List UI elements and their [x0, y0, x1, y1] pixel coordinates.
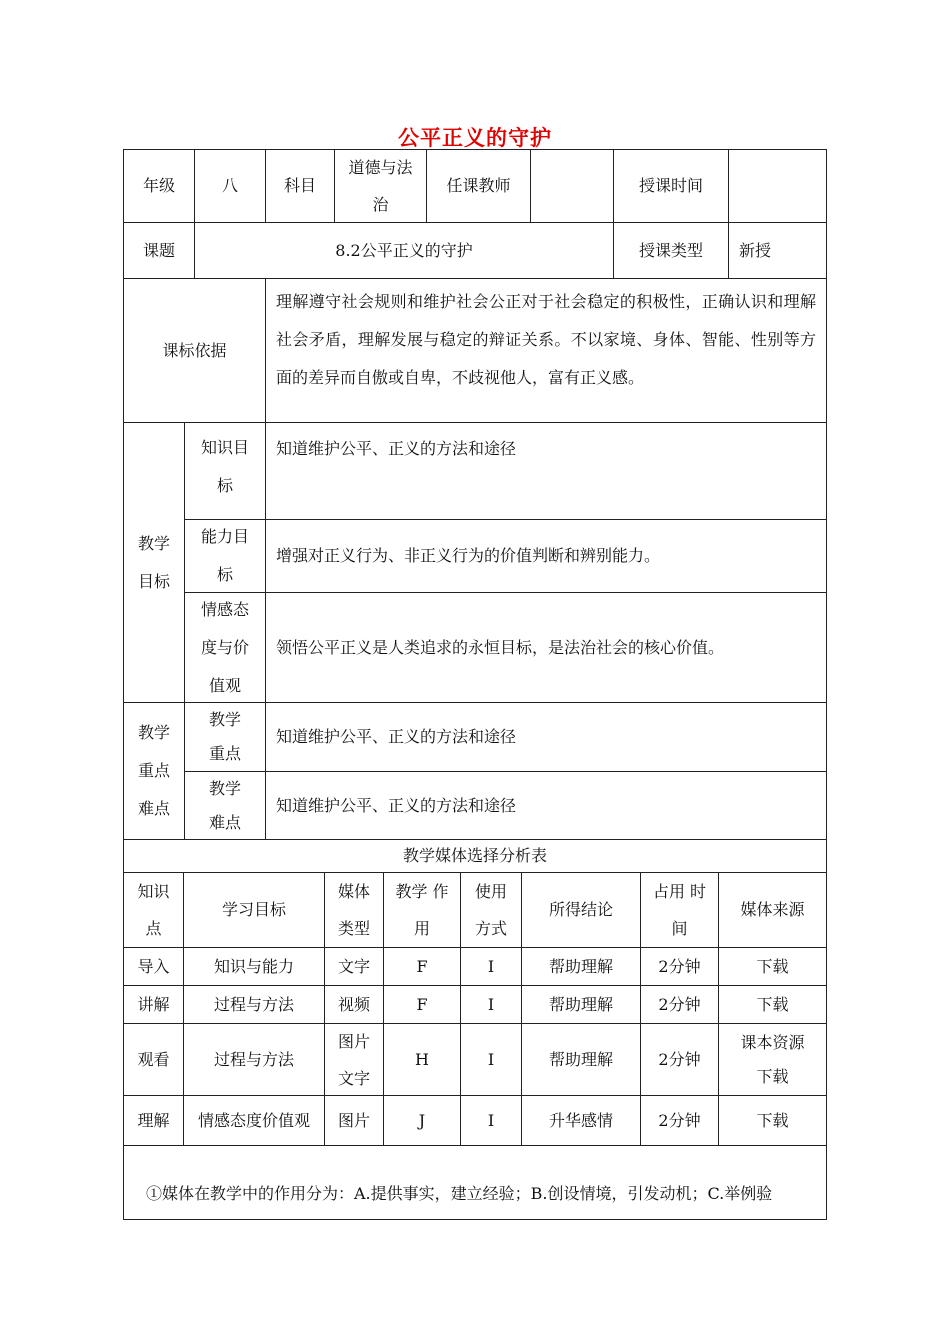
table-cell: 帮助理解: [521, 1023, 641, 1096]
ability-label-cell: [184, 519, 266, 593]
col-header-time: [640, 872, 719, 948]
table-cell-wrap: [324, 1023, 384, 1096]
teacher-label: 任课教师: [426, 149, 531, 223]
table-cell: 视频: [324, 985, 384, 1024]
col-header-text: 使用方式: [474, 882, 507, 938]
focus-text: 知道维护公平、正义的方法和途径: [265, 702, 827, 772]
table-cell: I: [460, 985, 522, 1024]
footnote-cell: [123, 1145, 827, 1220]
table-cell: 导入: [123, 947, 184, 986]
media-table-caption: 教学媒体选择分析表: [123, 839, 827, 873]
subject-label: 科目: [265, 149, 335, 223]
time-value: [728, 149, 827, 223]
col-header-knowledge-point: [123, 872, 184, 948]
emotion-text: 领悟公平正义是人类追求的永恒目标，是法治社会的核心价值。: [265, 592, 827, 703]
subject-value-cell: [334, 149, 427, 223]
table-cell: 观看: [123, 1023, 184, 1096]
table-cell: F: [383, 985, 461, 1024]
table-cell: 帮助理解: [521, 985, 641, 1024]
col-header-text: 知识点: [137, 882, 170, 938]
col-header-conclusion: 所得结论: [521, 872, 641, 948]
keypoints-label-cell: [123, 702, 185, 840]
standard-text: 理解遵守社会规则和维护社会公正对于社会稳定的积极性，正确认识和理解社会矛盾，理解发展与稳定的辩证关系。不以家境、身体、智能、性别等方面的差异而自傲或自卑，不歧视他人，富有正义感。: [276, 292, 816, 387]
emotion-label: 情感态度与价值观: [200, 599, 249, 695]
col-header-source: 媒体来源: [718, 872, 827, 948]
col-header-role: [383, 872, 461, 948]
col-header-text: 媒体类型: [337, 882, 370, 938]
table-cell: 过程与方法: [183, 1023, 325, 1096]
table-cell: 升华感情: [521, 1095, 641, 1146]
table-cell: 知识与能力: [183, 947, 325, 986]
standard-label: 课标依据: [123, 278, 266, 423]
difficulty-text: 知道维护公平、正义的方法和途径: [265, 771, 827, 840]
table-cell: 文字: [324, 947, 384, 986]
keypoints-label: 教学重点难点: [137, 723, 170, 818]
time-label: 授课时间: [613, 149, 729, 223]
table-cell: I: [460, 1023, 522, 1096]
col-header-media-type: [324, 872, 384, 948]
emotion-label-cell: [184, 592, 266, 703]
table-cell: I: [460, 947, 522, 986]
footnote-text: ①媒体在教学中的作用分为：A.提供事实，建立经验；B.创设情境，引发动机；C.举例验: [146, 1184, 773, 1203]
table-cell: I: [460, 1095, 522, 1146]
col-header-text: 占用 时间: [652, 882, 707, 938]
col-header-usage: [460, 872, 522, 948]
table-cell: H: [383, 1023, 461, 1096]
col-header-text: 教学 作用: [395, 882, 449, 938]
standard-text-cell: [265, 278, 827, 423]
table-cell: 2分钟: [640, 1023, 719, 1096]
knowledge-label-cell: [184, 422, 266, 520]
difficulty-label-cell: [184, 771, 266, 840]
ability-label: 能力目标: [200, 527, 249, 584]
lesson-type-value: 新授: [728, 222, 827, 279]
lesson-type-label: 授课类型: [613, 222, 729, 279]
table-cell: J: [383, 1095, 461, 1146]
table-cell: 2分钟: [640, 985, 719, 1024]
goals-label: 教学目标: [137, 533, 170, 591]
table-cell-wrap: [718, 1023, 827, 1096]
table-cell: 图片: [324, 1095, 384, 1146]
table-cell: 下载: [718, 1095, 827, 1146]
goals-label-cell: [123, 422, 185, 703]
col-header-goal: 学习目标: [183, 872, 325, 948]
grade-value: 八: [194, 149, 266, 223]
page-title: 公平正义的守护: [398, 126, 552, 150]
table-cell: 下载: [718, 947, 827, 986]
difficulty-label: 教学难点: [208, 778, 241, 832]
table-cell: 课本资源下载: [740, 1032, 805, 1086]
knowledge-text: 知道维护公平、正义的方法和途径: [265, 422, 827, 520]
table-cell: F: [383, 947, 461, 986]
table-cell: 2分钟: [640, 947, 719, 986]
grade-label: 年级: [123, 149, 195, 223]
table-cell: 讲解: [123, 985, 184, 1024]
focus-label: 教学重点: [208, 710, 241, 763]
subject-value: 道德与法治: [348, 158, 413, 214]
table-cell: 情感态度价值观: [183, 1095, 325, 1146]
focus-label-cell: [184, 702, 266, 772]
teacher-value: [530, 149, 614, 223]
topic-value: 8.2公平正义的守护: [194, 222, 614, 279]
knowledge-label: 知识目标: [200, 438, 249, 495]
topic-label: 课题: [123, 222, 195, 279]
table-cell: 2分钟: [640, 1095, 719, 1146]
ability-text: 增强对正义行为、非正义行为的价值判断和辨别能力。: [265, 519, 827, 593]
table-cell: 图片文字: [337, 1031, 370, 1088]
table-cell: 理解: [123, 1095, 184, 1146]
table-cell: 过程与方法: [183, 985, 325, 1024]
table-cell: 帮助理解: [521, 947, 641, 986]
table-cell: 下载: [718, 985, 827, 1024]
